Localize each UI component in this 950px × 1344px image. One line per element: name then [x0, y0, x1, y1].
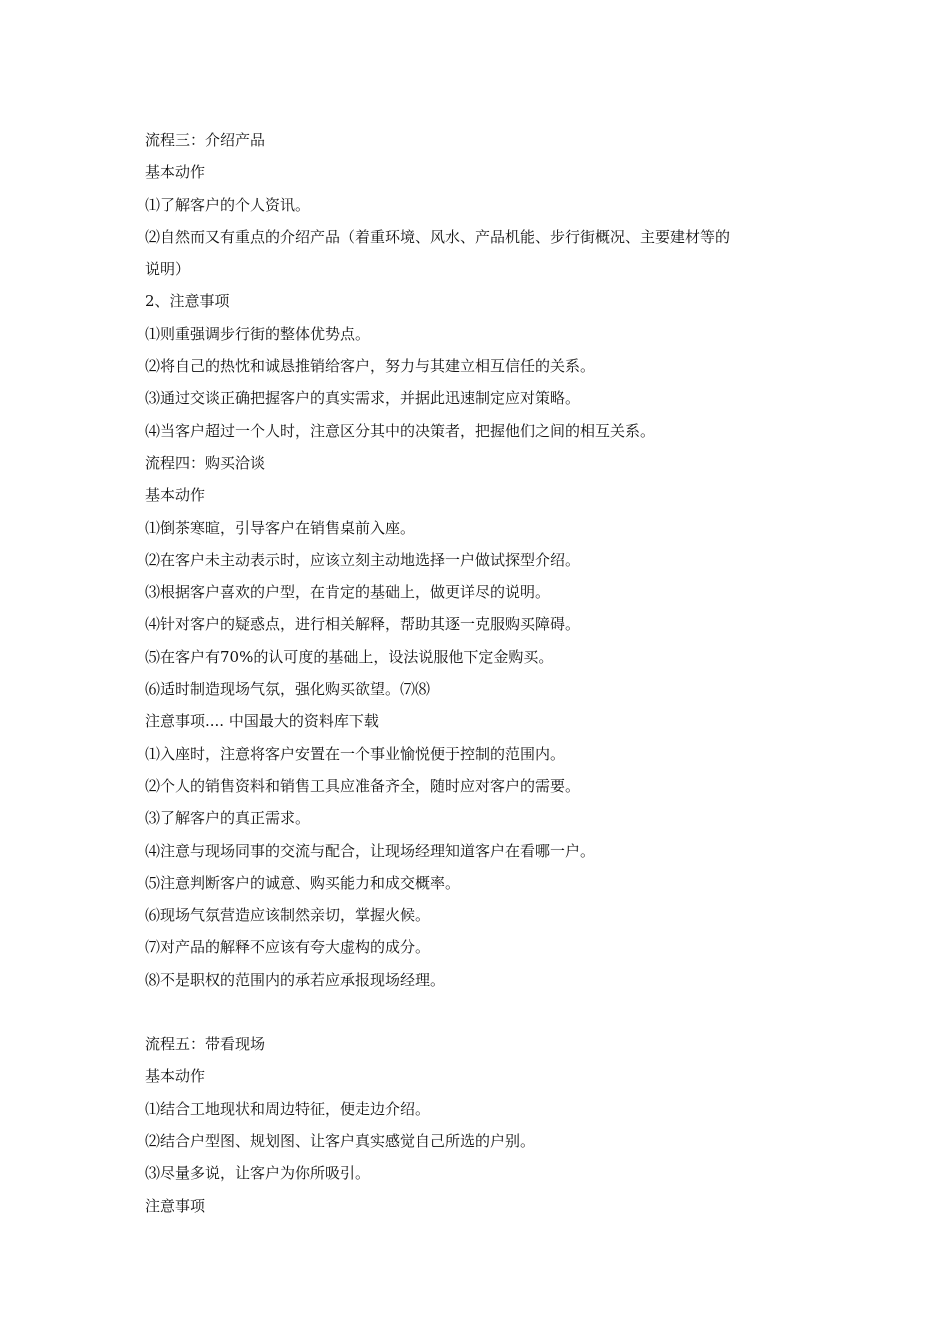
text-line: 注意事项 — [145, 1196, 206, 1215]
text-line: ⑸在客户有70%的认可度的基础上，设法说服他下定金购买。 — [145, 647, 554, 666]
document-section-2 — [145, 1028, 825, 1222]
text-line: ⑶了解客户的真正需求。 — [145, 809, 311, 828]
text-line: ⑵个人的销售资料和销售工具应准备齐全，随时应对客户的需要。 — [145, 776, 581, 795]
document-page — [145, 124, 825, 1222]
text-line: ⑷针对客户的疑惑点，进行相关解释，帮助其逐一克服购买障碍。 — [145, 615, 581, 634]
text-line: ⑶通过交谈正确把握客户的真实需求，并据此迅速制定应对策略。 — [145, 389, 581, 408]
document-section-1 — [145, 124, 825, 996]
text-line: ⑴了解客户的个人资讯。 — [145, 195, 311, 214]
text-line: ⑻不是职权的范围内的承若应承报现场经理。 — [145, 970, 446, 989]
text-line: 基本动作 — [145, 1067, 206, 1086]
text-line: ⑸注意判断客户的诚意、购买能力和成交概率。 — [145, 873, 461, 892]
text-line: ⑴入座时，注意将客户安置在一个事业愉悦便于控制的范围内。 — [145, 744, 566, 763]
text-line: ⑶根据客户喜欢的户型，在肯定的基础上，做更详尽的说明。 — [145, 583, 551, 602]
text-line: ⑺对产品的解释不应该有夸大虚构的成分。 — [145, 938, 431, 957]
text-line: ⑵将自己的热忱和诚恳推销给客户，努力与其建立相互信任的关系。 — [145, 357, 596, 376]
text-line: ⑷注意与现场同事的交流与配合，让现场经理知道客户在看哪一户。 — [145, 841, 596, 860]
text-line: 注意事项.... 中国最大的资料库下载 — [145, 712, 379, 731]
text-line: ⑵在客户未主动表示时，应该立刻主动地选择一户做试探型介绍。 — [145, 550, 581, 569]
text-line: 基本动作 — [145, 163, 206, 182]
text-line: ⑵自然而又有重点的介绍产品（着重环境、风水、产品机能、步行街概况、主要建材等的 — [145, 227, 731, 246]
text-line: 流程四：购买洽谈 — [145, 453, 266, 472]
text-line: ⑷当客户超过一个人时，注意区分其中的决策者，把握他们之间的相互关系。 — [145, 421, 656, 440]
text-line: ⑵结合户型图、规划图、让客户真实感觉自己所选的户别。 — [145, 1131, 536, 1150]
text-line: 说明） — [145, 260, 191, 279]
section-gap — [145, 996, 825, 1028]
text-line: ⑴结合工地现状和周边特征，便走边介绍。 — [145, 1099, 431, 1118]
text-line: 流程三：介绍产品 — [145, 131, 266, 149]
text-line: 2、注意事项 — [145, 292, 230, 311]
text-line: ⑹现场气氛营造应该制然亲切，掌握火候。 — [145, 906, 431, 925]
text-line: 流程五：带看现场 — [145, 1035, 266, 1054]
text-line: ⑶尽量多说，让客户为你所吸引。 — [145, 1164, 371, 1183]
text-line: ⑴则重强调步行街的整体优势点。 — [145, 324, 371, 343]
text-line: 基本动作 — [145, 486, 206, 505]
text-line: ⑹适时制造现场气氛，强化购买欲望。⑺⑻ — [145, 680, 431, 699]
text-line: ⑴倒茶寒暄，引导客户在销售桌前入座。 — [145, 518, 416, 537]
